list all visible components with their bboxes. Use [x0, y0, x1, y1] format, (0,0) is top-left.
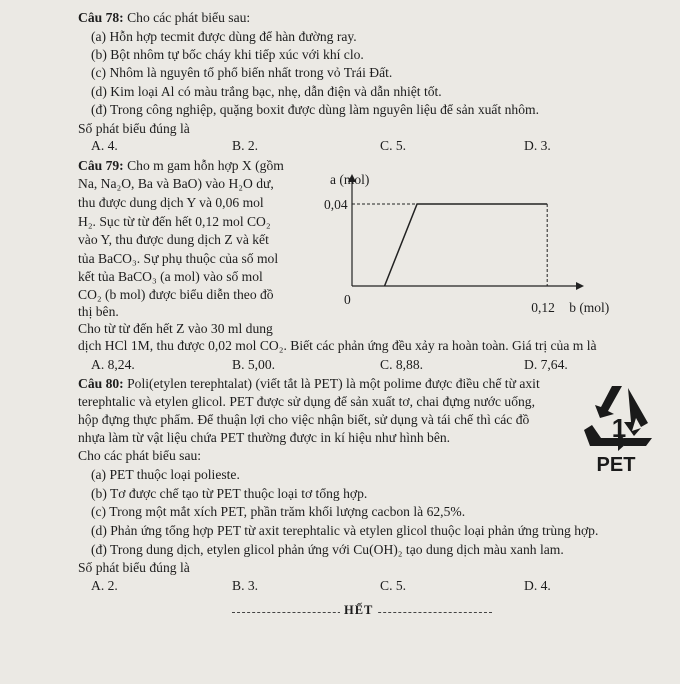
q79-line-7: CO₂ (b mol) được biểu diễn theo đồ	[78, 287, 274, 302]
q80-line-3: nhựa làm từ vật liệu chứa PET thường được in kí hiệu như hình bên.	[78, 430, 451, 445]
q79-line-0	[78, 157, 284, 174]
q78-option-b: B. 2.	[232, 138, 259, 153]
q79-line-10: dịch HCl 1M, thu được 0,02 mol CO₂. Biết các phản ứng đều xảy ra hoàn toàn. Giá trị của m là	[78, 338, 597, 353]
q78-option-a: A. 4.	[91, 138, 118, 153]
x-axis-label: b (mol)	[569, 300, 610, 315]
q79-line-2: thu được dung dịch Y và 0,06 mol	[78, 195, 264, 210]
q79-option-b: B. 5,00.	[232, 357, 276, 372]
q78-title: Câu 78:	[78, 10, 124, 25]
q80-option-a: A. 2.	[91, 578, 118, 593]
q79-line-5: tủa BaCO₃. Sự phụ thuộc của số mol	[78, 251, 279, 266]
q80-option-c: C. 5.	[380, 578, 407, 593]
q80-statement-dd: (đ) Trong dung dịch, etylen glicol phản ứng với Cu(OH)₂ tạo dung dịch màu xanh lam.	[91, 542, 564, 557]
q80-line-2: hộp đựng thực phẩm. Để thuận lợi cho việc nhận biết, sử dụng và tái chế thì các đồ	[78, 412, 530, 427]
q80-statement-c: (c) Trong một mắt xích PET, phần trăm khối lượng cacbon là 62,5%.	[91, 504, 466, 519]
q79-option-d: D. 7,64.	[524, 357, 568, 372]
pet-logo-number: 1	[611, 413, 627, 443]
x-axis-arrow	[576, 282, 584, 290]
q80-title: Câu 80:	[78, 376, 124, 391]
pet-logo-text: PET	[596, 454, 636, 476]
q79-line-4: vào Y, thu được dung dịch Z và kết	[78, 232, 269, 247]
origin-label: 0	[344, 292, 351, 307]
q79-line-1: Na, Na₂O, Ba và BaO) vào H₂O dư,	[78, 176, 274, 191]
q79-line-3: H₂. Sục từ từ đến hết 0,12 mol CO₂	[78, 214, 271, 229]
q79-text-0: Cho m gam hỗn hợp X (gồm	[123, 158, 284, 173]
end-marker: HẾT	[340, 603, 377, 618]
q80-intro: Cho các phát biểu sau:	[78, 448, 202, 463]
q79-option-c: C. 8,88.	[380, 357, 424, 372]
series-line	[385, 204, 548, 286]
pet-recycling-icon	[578, 378, 658, 478]
q78-statement-c: (c) Nhôm là nguyên tố phổ biến nhất trong vỏ Trái Đất.	[91, 65, 393, 80]
q79-line-8: thị bên.	[78, 304, 119, 319]
q79-option-a: A. 8,24.	[91, 357, 135, 372]
q78-question: Số phát biểu đúng là	[78, 121, 190, 136]
q80-statement-b: (b) Tơ được chế tạo từ PET thuộc loại tơ tổng hợp.	[91, 486, 368, 501]
q78-intro: Cho các phát biểu sau:	[127, 10, 251, 25]
q80-text-0: Poli(etylen terephtalat) (viết tắt là PET) là một polime được điều chế từ axit	[123, 376, 540, 391]
y-axis-label: a (mol)	[330, 172, 370, 187]
q79-line-6: kết tủa BaCO₃ (a mol) vào số mol	[78, 269, 263, 284]
q80-statement-a: (a) PET thuộc loại polieste.	[91, 467, 240, 482]
q80-line-0	[78, 375, 540, 392]
q79-title: Câu 79:	[78, 158, 124, 173]
q78-statement-dd: (đ) Trong công nghiệp, quặng boxit được dùng làm nguyên liệu để sản xuất nhôm.	[91, 102, 539, 117]
q78-option-c: C. 5.	[380, 138, 407, 153]
q78-header	[78, 9, 250, 26]
q78-option-d: D. 3.	[524, 138, 551, 153]
q78-statement-a: (a) Hỗn hợp tecmit được dùng để hàn đường ray.	[91, 29, 357, 44]
x-tick-label: 0,12	[531, 300, 555, 315]
q80-statement-d: (d) Phản ứng tổng hợp PET từ axit terephtalic và etylen glicol thuộc loại phản ứng trùng hợp.	[91, 523, 599, 538]
q79-line-9: Cho từ từ đến hết Z vào 30 ml dung	[78, 321, 273, 336]
q78-statement-d: (d) Kim loại Al có màu trắng bạc, nhẹ, dẫn điện và dẫn nhiệt tốt.	[91, 84, 442, 99]
q80-question: Số phát biểu đúng là	[78, 560, 190, 575]
y-tick-label: 0,04	[324, 197, 348, 212]
precipitate-chart	[300, 160, 650, 330]
q80-line-1: terephtalic và etylen glicol. PET được sử dụng để sản xuất tơ, chai đựng nước uống,	[78, 394, 535, 409]
q78-statement-b: (b) Bột nhôm tự bốc cháy khi tiếp xúc với khí clo.	[91, 47, 364, 62]
q80-option-b: B. 3.	[232, 578, 259, 593]
q80-option-d: D. 4.	[524, 578, 551, 593]
